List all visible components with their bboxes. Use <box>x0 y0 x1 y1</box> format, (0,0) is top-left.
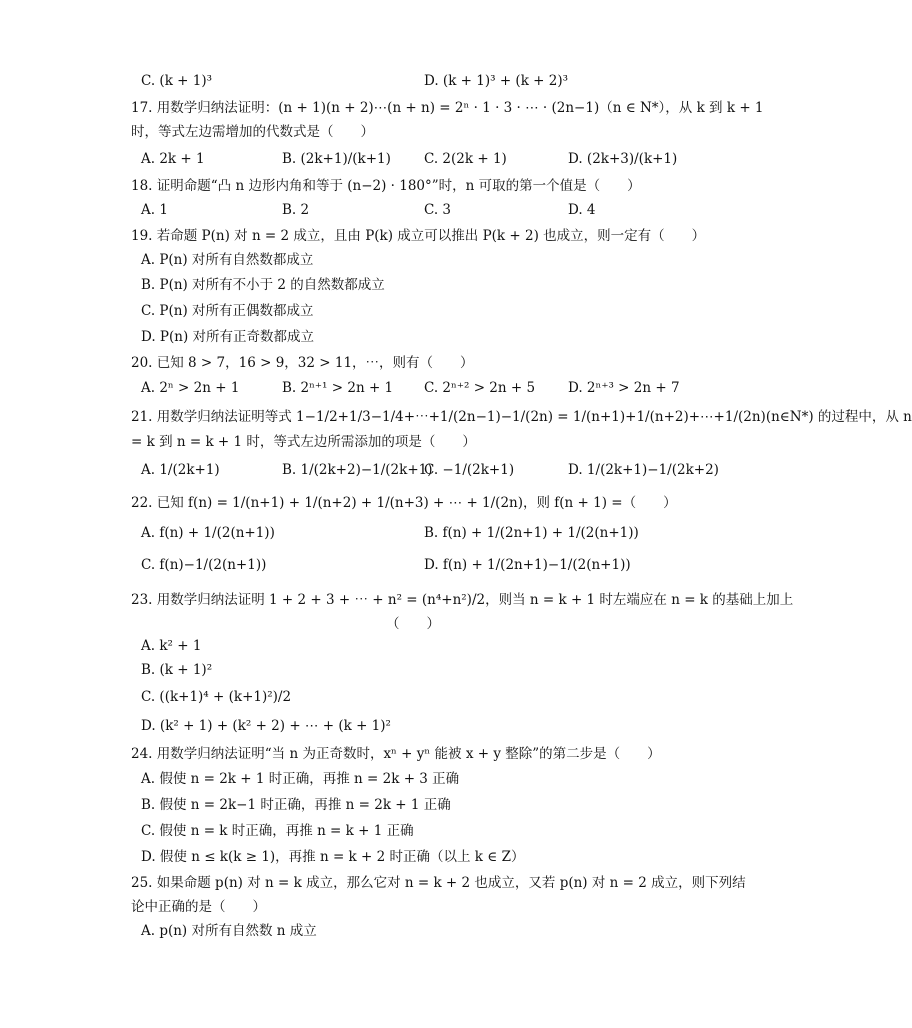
option-line: A. 2k + 1 <box>141 151 205 167</box>
option-line: （ ） <box>386 616 440 632</box>
option-line: A. 假使 n = 2k + 1 时正确，再推 n = 2k + 3 正确 <box>141 771 460 787</box>
question-line: 22. 已知 f(n) = 1/(n+1) + 1/(n+2) + 1/(n+3) + ⋯ + 1/(2n)，则 f(n + 1) =（ ） <box>131 495 677 511</box>
option-line: C. −1/(2k+1) <box>424 462 515 478</box>
option-line: A. p(n) 对所有自然数 n 成立 <box>141 923 317 939</box>
option-line: D. f(n) + 1/(2n+1)−1/(2(n+1)) <box>424 557 631 573</box>
option-line: A. 2ⁿ > 2n + 1 <box>141 380 240 396</box>
question-line: 17. 用数学归纳法证明：(n + 1)(n + 2)⋯(n + n) = 2ⁿ · 1 · 3 · ⋯ · (2n−1)（n ∈ N*），从 k 到 k + 1 <box>131 100 764 116</box>
question-line: 19. 若命题 P(n) 对 n = 2 成立，且由 P(k) 成立可以推出 P(k + 2) 也成立，则一定有（ ） <box>131 228 706 244</box>
option-line: D. 4 <box>568 202 596 218</box>
option-line: C. (k + 1)³ <box>141 73 213 89</box>
option-line: D. 2ⁿ⁺³ > 2n + 7 <box>568 380 680 396</box>
option-line: D. 假使 n ≤ k(k ≥ 1)，再推 n = k + 2 时正确（以上 k ∈ Z） <box>141 849 525 865</box>
option-line: A. 1 <box>141 202 168 218</box>
option-line: A. f(n) + 1/(2(n+1)) <box>141 525 275 541</box>
option-line: B. (k + 1)² <box>141 662 213 678</box>
question-line: 21. 用数学归纳法证明等式 1−1/2+1/3−1/4+⋯+1/(2n−1)−1/(2n) = 1/(n+1)+1/(n+2)+⋯+1/(2n)(n∈N*) 的过程中，从 n <box>131 409 912 425</box>
option-line: C. f(n)−1/(2(n+1)) <box>141 557 267 573</box>
option-line: D. (k + 1)³ + (k + 2)³ <box>424 73 569 89</box>
option-line: D. P(n) 对所有正奇数都成立 <box>141 329 315 345</box>
question-line: = k 到 n = k + 1 时，等式左边所需添加的项是（ ） <box>131 434 476 450</box>
option-line: B. f(n) + 1/(2n+1) + 1/(2(n+1)) <box>424 525 639 541</box>
option-line: A. 1/(2k+1) <box>141 462 220 478</box>
option-line: D. 1/(2k+1)−1/(2k+2) <box>568 462 719 478</box>
question-line: 25. 如果命题 p(n) 对 n = k 成立，那么它对 n = k + 2 也成立，又若 p(n) 对 n = 2 成立，则下列结 <box>131 875 746 891</box>
question-line: 时，等式左边需增加的代数式是（ ） <box>131 124 374 140</box>
question-line: 24. 用数学归纳法证明“当 n 为正奇数时，xⁿ + yⁿ 能被 x + y 整除”的第二步是（ ） <box>131 746 661 762</box>
question-line: 20. 已知 8 > 7，16 > 9，32 > 11，⋯，则有（ ） <box>131 355 474 371</box>
option-line: C. P(n) 对所有正偶数都成立 <box>141 303 314 319</box>
option-line: C. ((k+1)⁴ + (k+1)²)/2 <box>141 689 292 705</box>
option-line: B. 1/(2k+2)−1/(2k+1) <box>282 462 433 478</box>
question-line: 论中正确的是（ ） <box>131 899 266 915</box>
question-line: 23. 用数学归纳法证明 1 + 2 + 3 + ⋯ + n² = (n⁴+n²)/2，则当 n = k + 1 时左端应在 n = k 的基础上加上 <box>131 592 794 608</box>
option-line: C. 假使 n = k 时正确，再推 n = k + 1 正确 <box>141 823 414 839</box>
option-line: D. (k² + 1) + (k² + 2) + ⋯ + (k + 1)² <box>141 718 391 734</box>
option-line: B. 假使 n = 2k−1 时正确，再推 n = 2k + 1 正确 <box>141 797 451 813</box>
option-line: A. P(n) 对所有自然数都成立 <box>141 252 314 268</box>
option-line: B. (2k+1)/(k+1) <box>282 151 391 167</box>
option-line: C. 2(2k + 1) <box>424 151 507 167</box>
option-line: B. 2 <box>282 202 310 218</box>
option-line: C. 3 <box>424 202 452 218</box>
option-line: B. P(n) 对所有不小于 2 的自然数都成立 <box>141 277 385 293</box>
option-line: D. (2k+3)/(k+1) <box>568 151 678 167</box>
option-line: C. 2ⁿ⁺² > 2n + 5 <box>424 380 536 396</box>
option-line: A. k² + 1 <box>141 638 202 654</box>
option-line: B. 2ⁿ⁺¹ > 2n + 1 <box>282 380 394 396</box>
question-line: 18. 证明命题“凸 n 边形内角和等于 (n−2) · 180°”时，n 可取的第一个值是（ ） <box>131 178 641 194</box>
